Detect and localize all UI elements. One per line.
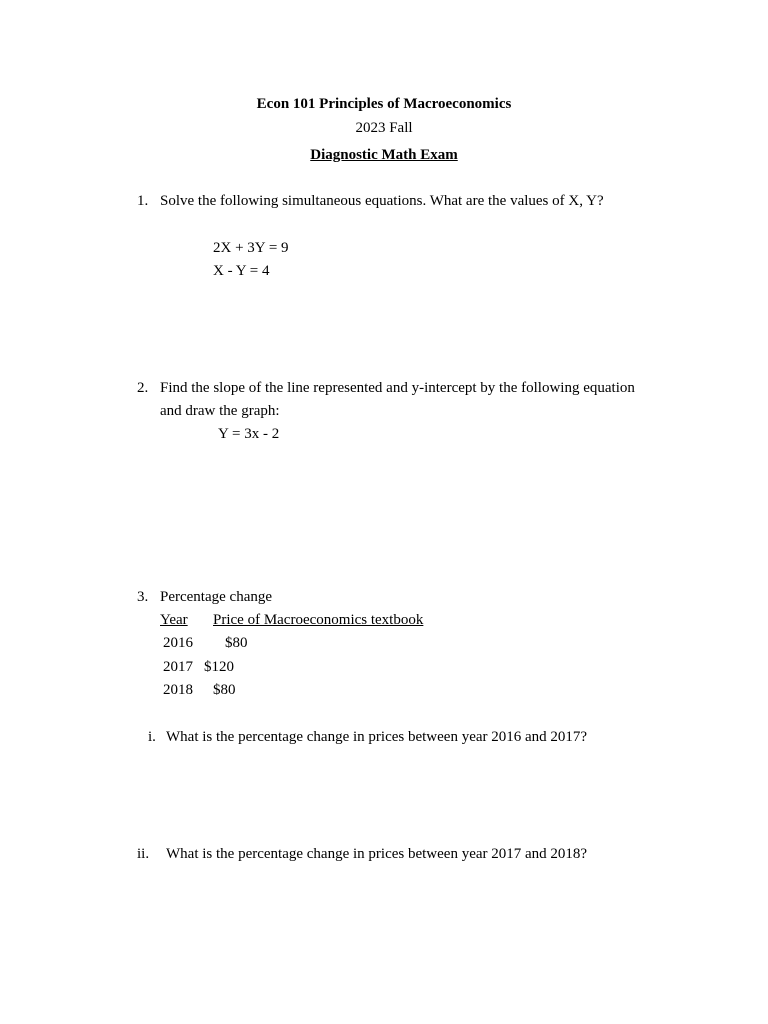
q2-prompt-line-2: and draw the graph:: [160, 403, 280, 419]
table-row-price: $80: [213, 682, 236, 698]
q3-number: 3.: [137, 589, 149, 605]
q1-number: 1.: [137, 193, 149, 209]
table-row-year: 2016: [163, 635, 193, 651]
table-header-price: Price of Macroeconomics textbook: [213, 612, 424, 628]
q1-prompt: Solve the following simultaneous equations. What are the values of X, Y?: [160, 193, 604, 209]
q2-equation: Y = 3x - 2: [218, 426, 280, 442]
term: 2023 Fall: [355, 120, 413, 136]
exam-title: Diagnostic Math Exam: [310, 147, 458, 163]
q3-title: Percentage change: [160, 589, 273, 605]
q3-sub-i-marker: i.: [148, 729, 156, 745]
table-row-price: $120: [204, 659, 234, 675]
table-row-price: $80: [225, 635, 248, 651]
q3-sub-ii-text: What is the percentage change in prices between year 2017 and 2018?: [166, 846, 588, 862]
table-header-year: Year: [160, 612, 188, 628]
q1-equation-1: 2X + 3Y = 9: [213, 240, 289, 256]
q2-number: 2.: [137, 380, 149, 396]
q1-equation-2: X - Y = 4: [213, 263, 270, 279]
table-row-year: 2018: [163, 682, 193, 698]
table-row-year: 2017: [163, 659, 193, 675]
q3-sub-ii-marker: ii.: [137, 846, 150, 862]
q3-sub-i-text: What is the percentage change in prices between year 2016 and 2017?: [166, 729, 588, 745]
q2-prompt-line-1: Find the slope of the line represented and y-intercept by the following equation: [160, 380, 635, 396]
course-title: Econ 101 Principles of Macroeconomics: [256, 96, 512, 112]
